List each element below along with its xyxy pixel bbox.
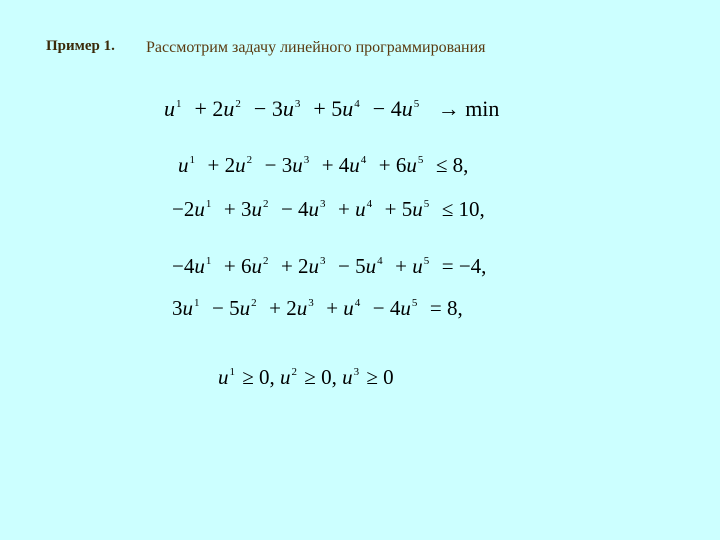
term-variable: u [412,254,423,278]
term-variable: u [235,153,246,177]
term-sign: + [302,96,332,121]
term-variable: u [178,153,189,177]
term-coefficient: 3 [240,197,252,221]
term-sign: + [183,96,213,121]
term-index: 1 [229,366,235,378]
term-index: 3 [303,154,310,166]
term-sign: − [327,254,356,278]
term-sign: + [311,153,339,177]
term-sign: + [197,153,225,177]
term-variable: u [296,296,308,320]
term-index: 2 [291,366,298,378]
term-variable: u [400,296,411,320]
term-variable: u [239,296,251,320]
right-hand-side: 8, [452,153,469,177]
example-heading: Пример 1. [46,38,115,54]
arrow-symbol: → [421,96,466,121]
term-index: 5 [423,198,430,210]
term-sign: + [315,296,344,320]
goal-text: min [465,96,500,121]
term-index: 4 [354,98,360,110]
term-variable: u [342,96,354,121]
term-sign: − [254,153,282,177]
term-coefficient: 6 [395,153,407,177]
term-variable: u [355,197,366,221]
term-coefficient: 2 [212,96,224,121]
term-index: 3 [320,255,326,267]
term-index: 5 [411,297,418,309]
constraint-3 [172,256,486,277]
right-hand-side: 0, [259,365,281,389]
term-variable: u [401,96,413,121]
term-coefficient: 4 [390,96,402,121]
intro-text: Рассмотрим задачу линейного программирования [146,39,486,56]
term-variable: u [218,365,229,389]
term-sign: − [361,96,391,121]
term-variable: u [308,197,320,221]
term-variable: u [194,197,205,221]
relation-symbol: ≤ [425,153,453,177]
term-coefficient: 5 [331,96,343,121]
term-index: 2 [262,255,269,267]
term-variable: u [342,365,353,389]
relation-symbol: = [431,254,459,278]
right-hand-side: 10, [458,197,485,221]
relation-symbol: ≤ [431,197,459,221]
term-index: 1 [176,98,182,110]
term-sign: + [213,197,241,221]
term-coefficient: 2 [183,197,195,221]
term-sign: + [368,153,396,177]
term-coefficient: 4 [183,254,195,278]
term-index: 2 [246,154,253,166]
term-index: 5 [413,98,420,110]
term-sign: − [242,96,272,121]
constraint-4 [172,298,463,319]
term-variable: u [251,197,262,221]
term-sign: + [213,254,241,278]
term-index: 1 [194,297,200,309]
relation-symbol: ≥ [361,365,384,389]
term-variable: u [308,254,320,278]
term-index: 3 [320,198,326,210]
term-variable: u [223,96,235,121]
term-index: 5 [417,154,424,166]
term-index: 4 [354,297,361,309]
right-hand-side: 0 [383,365,394,389]
relation-symbol: ≥ [299,365,322,389]
term-index: 3 [353,366,360,378]
term-sign: + [258,296,287,320]
term-index: 2 [262,198,269,210]
term-sign: + [374,197,402,221]
term-variable: u [194,254,205,278]
nonnegativity-constraints [218,367,394,388]
term-index: 2 [251,297,257,309]
term-index: 5 [423,255,430,267]
term-index: 1 [189,154,195,166]
term-coefficient: 2 [286,296,297,320]
term-index: 4 [377,255,383,267]
term-sign: − [172,197,184,221]
term-coefficient: 3 [271,96,283,121]
term-variable: u [365,254,377,278]
term-variable: u [280,365,291,389]
term-variable: u [251,254,262,278]
term-coefficient: 5 [229,296,240,320]
term-sign: + [270,254,299,278]
term-index: 4 [366,198,373,210]
term-coefficient: 2 [224,153,236,177]
term-index: 1 [205,198,212,210]
relation-symbol: ≥ [237,365,260,389]
term-index: 1 [205,255,212,267]
constraint-1 [178,155,468,176]
constraint-2 [172,199,485,220]
term-variable: u [343,296,354,320]
term-coefficient: 5 [401,197,413,221]
term-coefficient: 4 [298,197,309,221]
term-coefficient: 2 [298,254,309,278]
objective-function [164,98,499,120]
term-variable: u [412,197,423,221]
right-hand-side: 0, [321,365,343,389]
term-sign: − [201,296,230,320]
term-variable: u [282,96,294,121]
term-coefficient: 4 [389,296,401,320]
term-sign: − [172,254,184,278]
term-sign: − [362,296,390,320]
term-coefficient: 3 [281,153,293,177]
term-variable: u [182,296,193,320]
right-hand-side: 8, [446,296,463,320]
term-index: 3 [308,297,314,309]
term-coefficient: 3 [172,296,183,320]
term-variable: u [406,153,417,177]
relation-symbol: = [419,296,447,320]
term-index: 2 [235,98,241,110]
term-variable: u [292,153,303,177]
term-sign: + [327,197,356,221]
term-sign: − [270,197,299,221]
term-coefficient: 5 [355,254,366,278]
right-hand-side: −4, [458,254,487,278]
term-coefficient: 4 [338,153,350,177]
term-index: 3 [294,98,301,110]
term-variable: u [164,96,175,121]
term-coefficient: 6 [240,254,252,278]
term-variable: u [349,153,360,177]
term-index: 4 [360,154,367,166]
term-sign: + [384,254,413,278]
